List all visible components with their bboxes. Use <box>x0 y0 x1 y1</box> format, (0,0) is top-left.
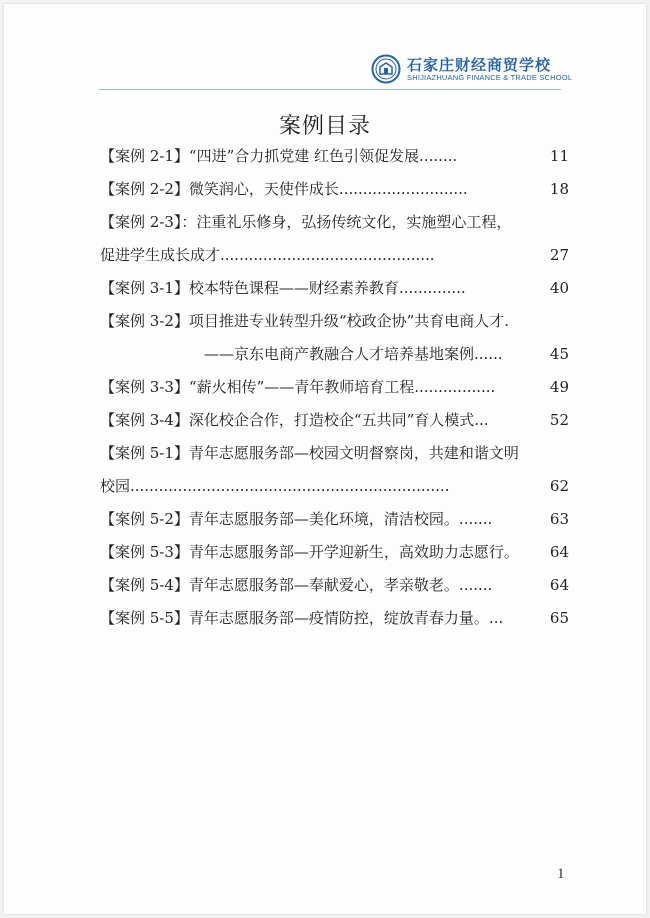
toc-entry-text: 【案例 2-1】“四进”合力抓党建 红色引领促发展........ <box>100 147 458 165</box>
toc-entry-page: 11 <box>549 147 569 165</box>
toc-entry-page: 49 <box>549 378 569 396</box>
toc-entry-text: 【案例 5-2】青年志愿服务部—美化环境，清洁校园。....... <box>100 510 493 528</box>
toc-entry-text: 【案例 5-4】青年志愿服务部—奉献爱心，孝亲敬老。....... <box>100 576 493 594</box>
toc-entry-continuation[interactable] <box>100 476 569 496</box>
toc-entry-text: 【案例 2-3】：注重礼乐修身，弘扬传统文化，实施塑心工程， <box>100 213 512 231</box>
toc-title: 案例目录 <box>278 114 371 139</box>
toc-entry[interactable] <box>100 443 569 463</box>
toc-entry[interactable] <box>100 542 569 562</box>
toc-entry-page: 18 <box>549 180 569 198</box>
toc-entry-text: 【案例 5-5】青年志愿服务部—疫情防控，绽放青春力量。... <box>100 609 504 627</box>
toc-entry[interactable] <box>100 509 569 529</box>
toc-entry[interactable] <box>100 179 569 199</box>
toc-entry-page: 52 <box>549 411 569 429</box>
toc-entry[interactable] <box>100 278 569 298</box>
toc-entry-page: 27 <box>549 246 569 264</box>
school-logo-icon <box>371 54 401 84</box>
toc-entry[interactable] <box>100 146 569 166</box>
toc-entry-page: 40 <box>549 279 569 297</box>
toc-entry[interactable] <box>100 212 569 232</box>
toc-entry-page: 64 <box>549 543 569 561</box>
toc-entry-text: 【案例 3-4】深化校企合作，打造校企“五共同”育人模式... <box>100 411 489 429</box>
toc-entry-page: 45 <box>549 345 569 363</box>
toc-entry-page: 63 <box>549 510 569 528</box>
toc-entry-text: 【案例 5-1】青年志愿服务部—校园文明督察岗，共建和谐文明 <box>100 444 519 462</box>
toc-entry-page: 64 <box>549 576 569 594</box>
toc-entry-text: 促进学生成长成才............................................. <box>100 246 435 264</box>
toc-entry-text: 校园................................................................... <box>100 477 450 495</box>
page-number: 1 <box>557 866 565 882</box>
toc-entry[interactable] <box>100 575 569 595</box>
toc-entry-text: 【案例 2-2】微笑润心，天使伴成长........................... <box>100 180 468 198</box>
toc-entry-text: ——京东电商产教融合人才培养基地案例...... <box>204 345 503 363</box>
toc-entry-continuation[interactable] <box>100 245 569 265</box>
toc-entry-page: 62 <box>549 477 569 495</box>
toc-entry-text: 【案例 3-3】“薪火相传”——青年教师培育工程................. <box>100 378 496 396</box>
toc-entry[interactable] <box>100 410 569 430</box>
school-name-cn: 石家庄财经商贸学校 <box>407 56 552 74</box>
toc-entry[interactable] <box>100 377 569 397</box>
toc-entry[interactable] <box>100 311 569 331</box>
toc-entry-continuation[interactable] <box>204 344 569 364</box>
toc-entry-text: 【案例 3-2】项目推进专业转型升级“校政企协”共育电商人才. <box>100 312 510 330</box>
toc-entry-text: 【案例 5-3】青年志愿服务部—开学迎新生，高效助力志愿行。 <box>100 543 519 561</box>
school-name-en: SHIJIAZHUANG FINANCE & TRADE SCHOOL <box>407 73 573 82</box>
toc-entry[interactable] <box>100 608 569 628</box>
toc-entry-page: 65 <box>549 609 569 627</box>
header-divider <box>99 89 561 90</box>
document-page <box>4 4 646 914</box>
toc-entry-text: 【案例 3-1】校本特色课程——财经素养教育.............. <box>100 279 466 297</box>
